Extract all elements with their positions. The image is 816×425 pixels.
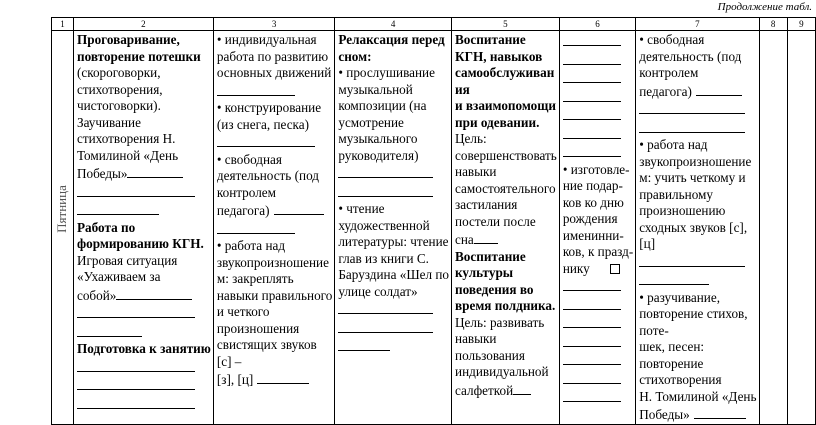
blank-line <box>474 230 498 244</box>
text-line: ия <box>455 81 470 97</box>
text-line: Баруздина «Шел по <box>338 267 450 282</box>
text-line: Работа по <box>76 219 136 235</box>
text-line: работа по развитию <box>216 48 329 64</box>
text-line: индивидуальной <box>455 364 549 379</box>
blank-line <box>563 277 621 291</box>
text-line: произношения <box>216 320 300 336</box>
cell-col9 <box>787 31 815 425</box>
day-label: Пятница <box>54 185 70 233</box>
continuation-note: Продолжение табл. <box>717 1 812 13</box>
text-line: • индивидуальная <box>216 32 317 47</box>
blank-line <box>257 370 309 384</box>
blank-line <box>563 296 621 310</box>
blank-line <box>77 395 195 409</box>
text-line: навыки правильного <box>216 287 333 303</box>
blank-line <box>513 381 531 395</box>
text-line: стихотворения Н. <box>76 131 176 146</box>
plan-table <box>51 17 816 425</box>
blank-line <box>563 388 621 402</box>
text-line: Подготовка к занятию <box>76 341 211 356</box>
blank-line <box>274 201 324 215</box>
blank-line <box>116 286 192 300</box>
text-line: Воспитание <box>455 248 526 264</box>
text-line: м: закреплять <box>216 271 294 286</box>
blank-line <box>563 351 621 365</box>
text-line: ков ко дню <box>562 194 624 210</box>
text-line: м: учить четкому и <box>639 170 746 185</box>
text-line: Н. Томилиной «День <box>639 388 757 404</box>
text-line: [ц] <box>639 236 656 251</box>
cell-col8 <box>759 31 787 425</box>
text-line: (из снега, песка) <box>216 116 309 132</box>
text-line: стихотворения, <box>76 81 163 97</box>
text-line: • свободная <box>216 151 282 167</box>
text-line: сном: <box>338 48 372 64</box>
text-line: нику <box>562 260 590 276</box>
column-number: 3 <box>213 18 334 31</box>
blank-line <box>217 82 295 96</box>
text-line: «Ухаживаем за <box>76 269 161 284</box>
text-line: формированию КГН. <box>76 236 204 251</box>
text-line: застилания <box>455 197 518 212</box>
blank-line <box>563 333 621 347</box>
text-line: Победы» <box>76 166 128 181</box>
text-line: ков, к празд- <box>562 244 634 259</box>
blank-line <box>563 125 621 139</box>
text-line: стихотворения <box>639 372 722 387</box>
text-line: педагога) <box>216 203 270 218</box>
text-line: собой» <box>76 287 117 303</box>
text-line: самостоятельного <box>455 180 556 196</box>
text-line: • разучивание, <box>639 289 720 305</box>
blank-line <box>639 271 709 285</box>
column-number: 4 <box>335 18 452 31</box>
column-number: 2 <box>73 18 213 31</box>
cell-col6 <box>559 31 635 425</box>
blank-line <box>77 323 142 337</box>
text-line: повторение <box>639 355 704 371</box>
cell-col7 <box>636 31 759 425</box>
text-line: [с] – <box>216 353 242 369</box>
text-line: Игровая ситуация <box>76 252 178 268</box>
text-line: Победы» <box>639 407 690 422</box>
blank-line <box>127 164 183 178</box>
column-number: 9 <box>787 18 815 31</box>
text-line: звукопроизношение <box>639 153 752 169</box>
text-line: Томилиной «День <box>76 147 179 163</box>
text-line: поведения во <box>455 281 534 297</box>
text-line: ние подар- <box>562 178 623 193</box>
blank-line <box>338 337 390 351</box>
blank-line <box>563 143 621 157</box>
text-line: чистоговорки). <box>76 98 161 113</box>
blank-line <box>694 405 746 419</box>
column-number: 7 <box>636 18 759 31</box>
blank-line <box>563 51 621 65</box>
text-line: звукопроизношение <box>216 254 329 270</box>
column-number: 8 <box>759 18 787 31</box>
text-line: усмотрение <box>338 114 404 130</box>
text-line: педагога) <box>639 83 692 99</box>
text-line: улице солдат» <box>338 283 418 299</box>
text-line: • свободная <box>639 32 705 47</box>
text-line: • работа над <box>639 137 708 152</box>
text-line: Релаксация перед <box>338 32 445 47</box>
text-line: • чтение <box>338 201 385 216</box>
text-line: глав из книги С. <box>338 250 429 266</box>
blank-line <box>563 32 621 46</box>
blank-line <box>563 370 621 384</box>
text-line: пользования <box>455 347 525 363</box>
text-line: повторение потешки <box>76 48 201 64</box>
blank-line <box>217 133 315 147</box>
blank-line <box>77 201 159 215</box>
text-line: музыкального <box>338 131 418 146</box>
blank-line <box>639 119 745 133</box>
cell-col2 <box>73 31 213 425</box>
blank-line <box>696 82 742 96</box>
blank-line <box>77 183 195 197</box>
text-line: правильному <box>639 186 713 202</box>
text-line: совершенствовать <box>455 147 557 163</box>
text-line: время полдника. <box>455 298 556 313</box>
blank-line <box>217 220 295 234</box>
text-line: литературы: чтение <box>338 234 449 249</box>
checkbox-icon <box>610 264 620 274</box>
text-line: и взаимопомощи <box>455 98 557 113</box>
text-line: сна <box>455 232 474 247</box>
text-line: навыки <box>455 164 497 179</box>
cell-col3 <box>213 31 334 425</box>
blank-line <box>338 183 433 197</box>
cell-col5 <box>452 31 560 425</box>
blank-line <box>338 300 433 314</box>
text-line: Цель: <box>455 131 487 146</box>
blank-line <box>639 100 745 114</box>
column-number: 5 <box>452 18 560 31</box>
blank-line <box>338 164 433 178</box>
text-line: • работа над <box>216 238 286 253</box>
text-line: навыки <box>455 331 497 346</box>
text-line: руководителя) <box>338 147 419 163</box>
text-line: [з], [ц] <box>216 372 254 387</box>
text-line: культуры <box>455 265 514 280</box>
column-number-row <box>52 18 816 31</box>
text-line: (скороговорки, <box>76 65 161 80</box>
blank-line <box>338 319 433 333</box>
text-line: и четкого <box>216 304 270 319</box>
column-number: 6 <box>559 18 635 31</box>
text-line: Заучивание <box>76 114 141 130</box>
text-line: сходных звуков [с], <box>639 219 748 235</box>
friday-row <box>52 31 816 425</box>
text-line: основных движений <box>216 65 332 80</box>
text-line: свистящих звуков <box>216 337 317 352</box>
text-line: деятельность (под <box>639 48 742 64</box>
blank-line <box>563 314 621 328</box>
column-number: 1 <box>52 18 74 31</box>
text-line: • прослушивание <box>338 65 435 80</box>
blank-line <box>563 88 621 102</box>
text-line: Проговаривание, <box>76 32 180 47</box>
text-line: при одевании. <box>455 114 540 130</box>
blank-line <box>563 106 621 120</box>
text-line: салфеткой <box>455 382 514 398</box>
text-line: повторение стихов, <box>639 306 748 321</box>
blank-line <box>639 253 745 267</box>
text-line: самообслуживан <box>455 65 555 80</box>
text-line: КГН, навыков <box>455 48 543 64</box>
text-line: рождения <box>562 211 618 226</box>
cell-col4 <box>335 31 452 425</box>
text-line: поте- <box>639 322 669 338</box>
blank-line <box>77 376 195 390</box>
day-cell <box>52 31 74 425</box>
text-line: шек, песен: <box>639 339 705 354</box>
text-line: деятельность (под <box>216 168 319 183</box>
text-line: Воспитание <box>455 32 526 47</box>
text-line: • изготовле- <box>562 161 630 177</box>
text-line: именинни- <box>562 227 624 243</box>
text-line: • конструирование <box>216 100 322 115</box>
text-line: контролем <box>216 184 276 200</box>
text-line: Цель: развивать <box>455 314 545 330</box>
blank-line <box>77 358 195 372</box>
text-line: контролем <box>639 65 699 80</box>
text-line: художественной <box>338 217 430 233</box>
blank-line <box>77 304 195 318</box>
text-line: произношению <box>639 203 726 218</box>
text-line: музыкальной <box>338 81 413 97</box>
blank-line <box>563 69 621 83</box>
text-line: постели после <box>455 213 536 229</box>
text-line: композиции (на <box>338 98 427 113</box>
